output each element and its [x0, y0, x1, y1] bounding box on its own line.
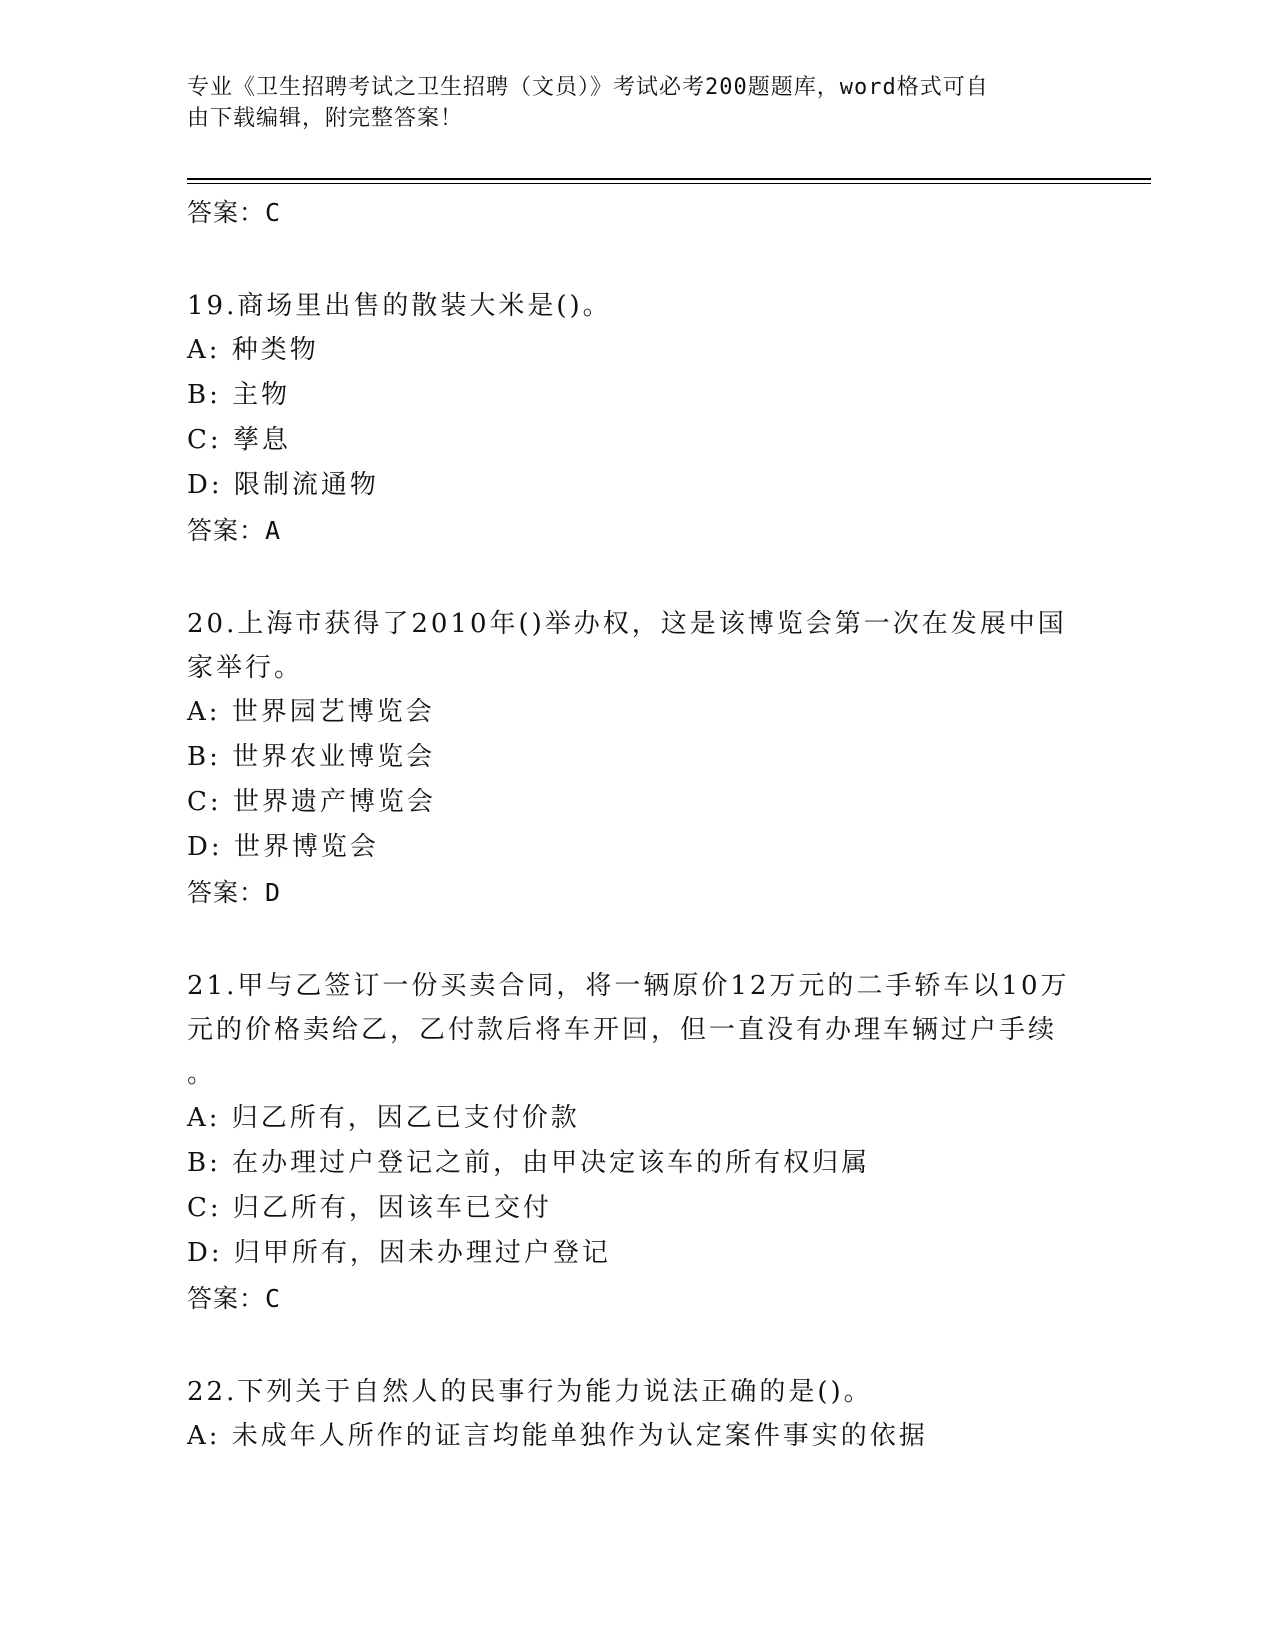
spacer	[187, 916, 1087, 964]
spacer	[187, 236, 1087, 284]
answer-label: 答案：	[187, 516, 266, 545]
answer-label: 答案：	[187, 198, 266, 227]
option-d: D: 世界博览会	[187, 832, 379, 862]
spacer	[187, 554, 1087, 602]
header-rule-thin	[187, 183, 1151, 184]
option-b: B: 在办理过户登记之前，由甲决定该车的所有权归属	[187, 1148, 871, 1178]
answer-value: D	[265, 878, 282, 907]
option-a: A: 世界园艺博览会	[187, 697, 435, 727]
option-a: A: 种类物	[187, 335, 319, 365]
question-text-cont: 。	[187, 1059, 217, 1089]
header-line-2: 由下载编辑，附完整答案！	[187, 106, 464, 131]
question-text-cont: 家举行。	[187, 653, 304, 683]
question-block	[187, 964, 1087, 1322]
option-b: B: 主物	[187, 380, 291, 410]
answer-line	[187, 1276, 1087, 1322]
answer-label: 答案：	[187, 878, 266, 907]
question-text: 20.上海市获得了2010年()举办权，这是该博览会第一次在发展中国	[187, 609, 1067, 639]
option-b: B: 世界农业博览会	[187, 742, 436, 772]
answer-line	[187, 190, 1087, 236]
question-text: 22.下列关于自然人的民事行为能力说法正确的是()。	[187, 1377, 873, 1407]
question-text: 19.商场里出售的散装大米是()。	[187, 291, 612, 321]
question-text-cont: 元的价格卖给乙，乙付款后将车开回，但一直没有办理车辆过户手续	[187, 1015, 1058, 1045]
answer-value: C	[265, 198, 282, 227]
question-block	[187, 602, 1087, 916]
question-text: 21.甲与乙签订一份买卖合同，将一辆原价12万元的二手轿车以10万	[187, 971, 1070, 1001]
question-block	[187, 1370, 1087, 1459]
option-a: A: 归乙所有，因乙已支付价款	[187, 1103, 580, 1133]
question-block	[187, 284, 1087, 554]
answer-value: C	[265, 1284, 282, 1313]
question-list	[187, 190, 1087, 1459]
header-rule-thick	[187, 178, 1151, 180]
header-line-1: 专业《卫生招聘考试之卫生招聘（文员）》考试必考200题题库，word格式可自	[187, 75, 989, 100]
option-c: C: 世界遗产博览会	[187, 787, 436, 817]
answer-value: A	[265, 516, 282, 545]
answer-label: 答案：	[187, 1284, 266, 1313]
option-a: A: 未成年人所作的证言均能单独作为认定案件事实的依据	[187, 1421, 928, 1451]
answer-line	[187, 508, 1087, 554]
answer-line	[187, 870, 1087, 916]
document-header	[187, 72, 1077, 134]
option-c: C: 孳息	[187, 425, 291, 455]
option-d: D: 归甲所有，因未办理过户登记	[187, 1238, 611, 1268]
option-d: D: 限制流通物	[187, 470, 379, 500]
option-c: C: 归乙所有，因该车已交付	[187, 1193, 552, 1223]
spacer	[187, 1322, 1087, 1370]
